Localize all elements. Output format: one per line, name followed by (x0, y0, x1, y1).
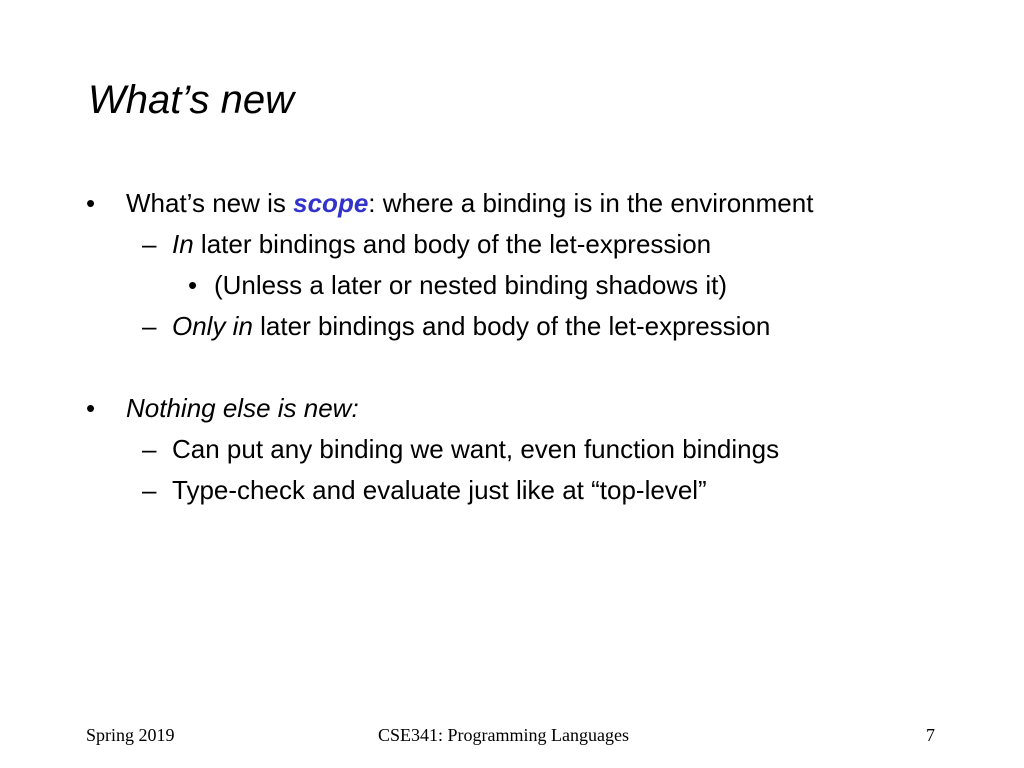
sub-bullet-only-in-text: later bindings and body of the let-expression (252, 311, 771, 341)
sub-bullet-only-in-emphasis: Only in (172, 311, 253, 341)
dash-marker: – (142, 311, 157, 341)
dash-marker: – (142, 229, 157, 259)
sub-bullet-only-in (172, 309, 770, 343)
scope-keyword: scope (293, 188, 369, 218)
bullet-marker: • (86, 393, 96, 423)
sub-bullet-in (172, 227, 711, 261)
footer-term: Spring 2019 (86, 725, 175, 745)
sub-bullet-in-emphasis: In (172, 229, 194, 259)
bullet-scope (126, 186, 813, 220)
bullet-marker: • (188, 270, 198, 300)
dash-marker: – (142, 475, 157, 505)
bullet-scope-prefix: What’s new is (126, 188, 294, 218)
sub-bullet-in-text: later bindings and body of the let-expression (193, 229, 712, 259)
sub-bullet-any-binding: Can put any binding we want, even function bindings (172, 434, 780, 464)
bullet-nothing-new: Nothing else is new: (126, 393, 359, 423)
sub-sub-bullet-shadow: (Unless a later or nested binding shadows it) (214, 270, 728, 300)
dash-marker: – (142, 434, 157, 464)
sub-bullet-type-check: Type-check and evaluate just like at “top-level” (172, 475, 707, 505)
bullet-scope-suffix: : where a binding is in the environment (368, 188, 814, 218)
bullet-marker: • (86, 188, 96, 218)
footer-course: CSE341: Programming Languages (378, 725, 629, 745)
footer-page-number: 7 (926, 725, 935, 745)
slide-title: What’s new (88, 78, 295, 122)
